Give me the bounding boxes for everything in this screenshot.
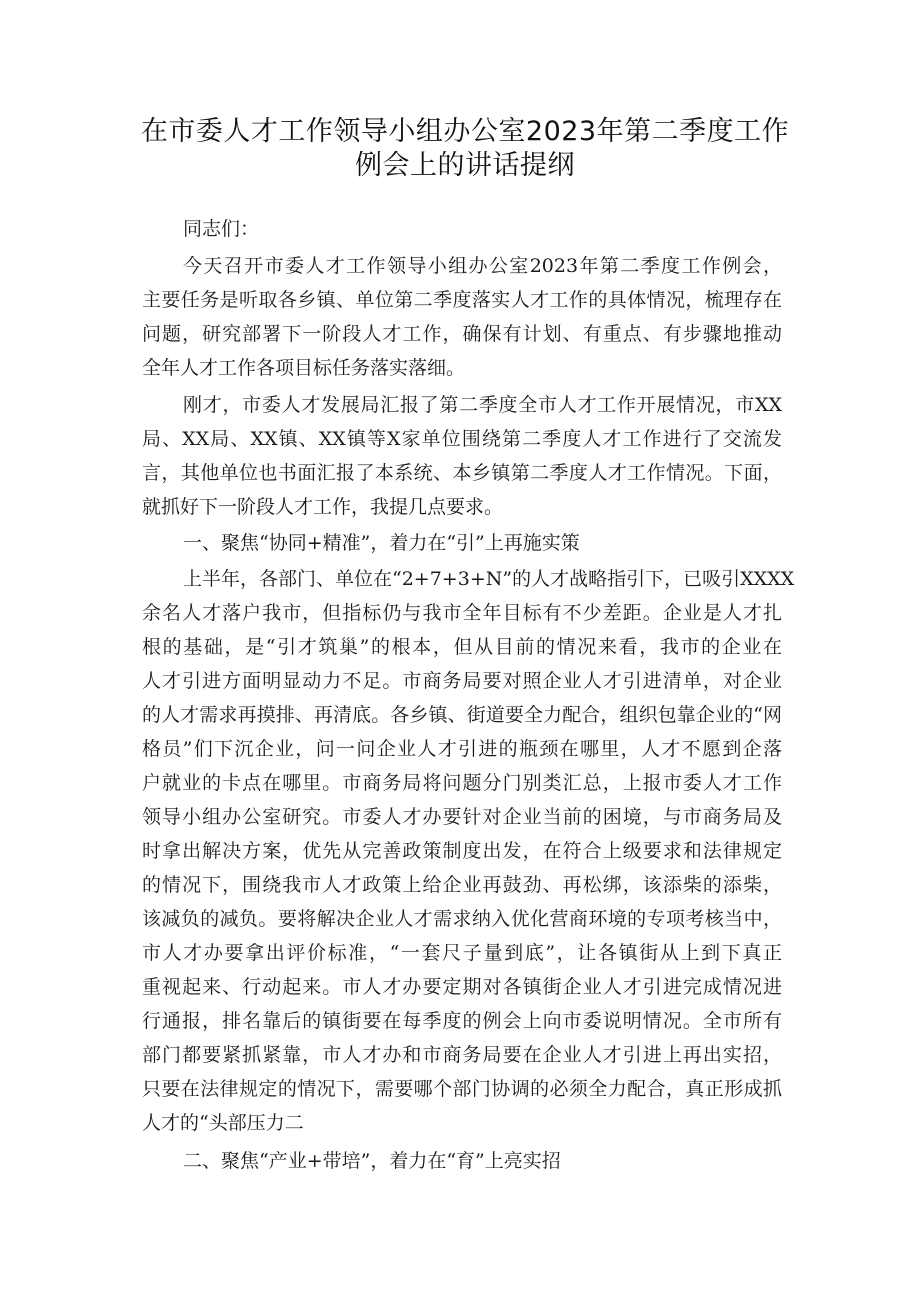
paragraph-2-line: 刚才，市委人才发展局汇报了第二季度全市人才工作开展情况，市XX <box>183 394 782 416</box>
paragraph-3-line: 时拿出解决方案，优先从完善政策制度出发，在符合上级要求和法律规定 <box>142 840 782 862</box>
paragraph-3-line: 的情况下，围绕我市人才政策上给企业再鼓劲、再松绑，该添柴的添柴， <box>142 874 782 896</box>
paragraph-3-line: 行通报，排名靠后的镇街要在每季度的例会上向市委说明情况。全市所有 <box>142 1010 782 1032</box>
paragraph-1-line: 今天召开市委人才工作领导小组办公室2023年第二季度工作例会， <box>183 255 782 277</box>
paragraph-3-line: 人才引进方面明显动力不足。市商务局要对照企业人才引进清单，对企业 <box>142 670 782 692</box>
paragraph-1-line: 主要任务是听取各乡镇、单位第二季度落实人才工作的具体情况，梳理存在 <box>142 289 782 311</box>
paragraph-2-line: 局、XX局、XX镇、XX镇等X家单位围绕第二季度人才工作进行了交流发 <box>142 428 782 450</box>
paragraph-3-line: 根的基础，是“引才筑巢”的根本，但从目前的情况来看，我市的企业在 <box>142 636 782 658</box>
section-heading-1: 一、聚焦“协同+精准”，着力在“引”上再施实策 <box>183 532 580 554</box>
paragraph-3-line: 重视起来、行动起来。市人才办要定期对各镇街企业人才引进完成情况进 <box>142 976 782 998</box>
paragraph-3-line: 户就业的卡点在哪里。市商务局将问题分门别类汇总，上报市委人才工作 <box>142 772 782 794</box>
document-title-line-2: 例会上的讲话提纲 <box>355 150 575 181</box>
paragraph-3-line: 领导小组办公室研究。市委人才办要针对企业当前的困境，与市商务局及 <box>142 806 782 828</box>
paragraph-3-line: 只要在法律规定的情况下，需要哪个部门协调的必须全力配合，真正形成抓 <box>142 1078 782 1100</box>
paragraph-3-line: 上半年，各部门、单位在“2+7+3+N”的人才战略指引下，已吸引XXXX <box>183 568 795 590</box>
paragraph-1-line: 问题，研究部署下一阶段人才工作，确保有计划、有重点、有步骤地推动 <box>142 323 782 345</box>
paragraph-1-line: 全年人才工作各项目标任务落实落细。 <box>142 357 466 379</box>
paragraph-3-line: 该减负的减负。要将解决企业人才需求纳入优化营商环境的专项考核当中， <box>142 908 782 930</box>
section-heading-2: 二、聚焦“产业+带培”，着力在“育”上亮实招 <box>183 1150 561 1172</box>
paragraph-3-line: 的人才需求再摸排、再清底。各乡镇、街道要全力配合，组织包靠企业的“网 <box>142 704 782 726</box>
paragraph-3-line: 格员”们下沉企业，问一问企业人才引进的瓶颈在哪里，人才不愿到企落 <box>142 738 782 760</box>
paragraph-3-line: 人才的“头部压力二 <box>142 1112 304 1134</box>
paragraph-2-line: 就抓好下一阶段人才工作，我提几点要求。 <box>142 496 504 518</box>
salutation: 同志们： <box>183 218 260 240</box>
paragraph-3-line: 市人才办要拿出评价标准，“一套尺子量到底”，让各镇街从上到下真正 <box>142 942 782 964</box>
paragraph-2-line: 言，其他单位也书面汇报了本系统、本乡镇第二季度人才工作情况。下面， <box>142 462 782 484</box>
paragraph-3-line: 余名人才落户我市，但指标仍与我市全年目标有不少差距。企业是人才扎 <box>142 602 782 624</box>
document-title-line-1: 在市委人才工作领导小组办公室2023年第二季度工作 <box>140 116 790 147</box>
paragraph-3-line: 部门都要紧抓紧靠，市人才办和市商务局要在企业人才引进上再出实招， <box>142 1044 782 1066</box>
